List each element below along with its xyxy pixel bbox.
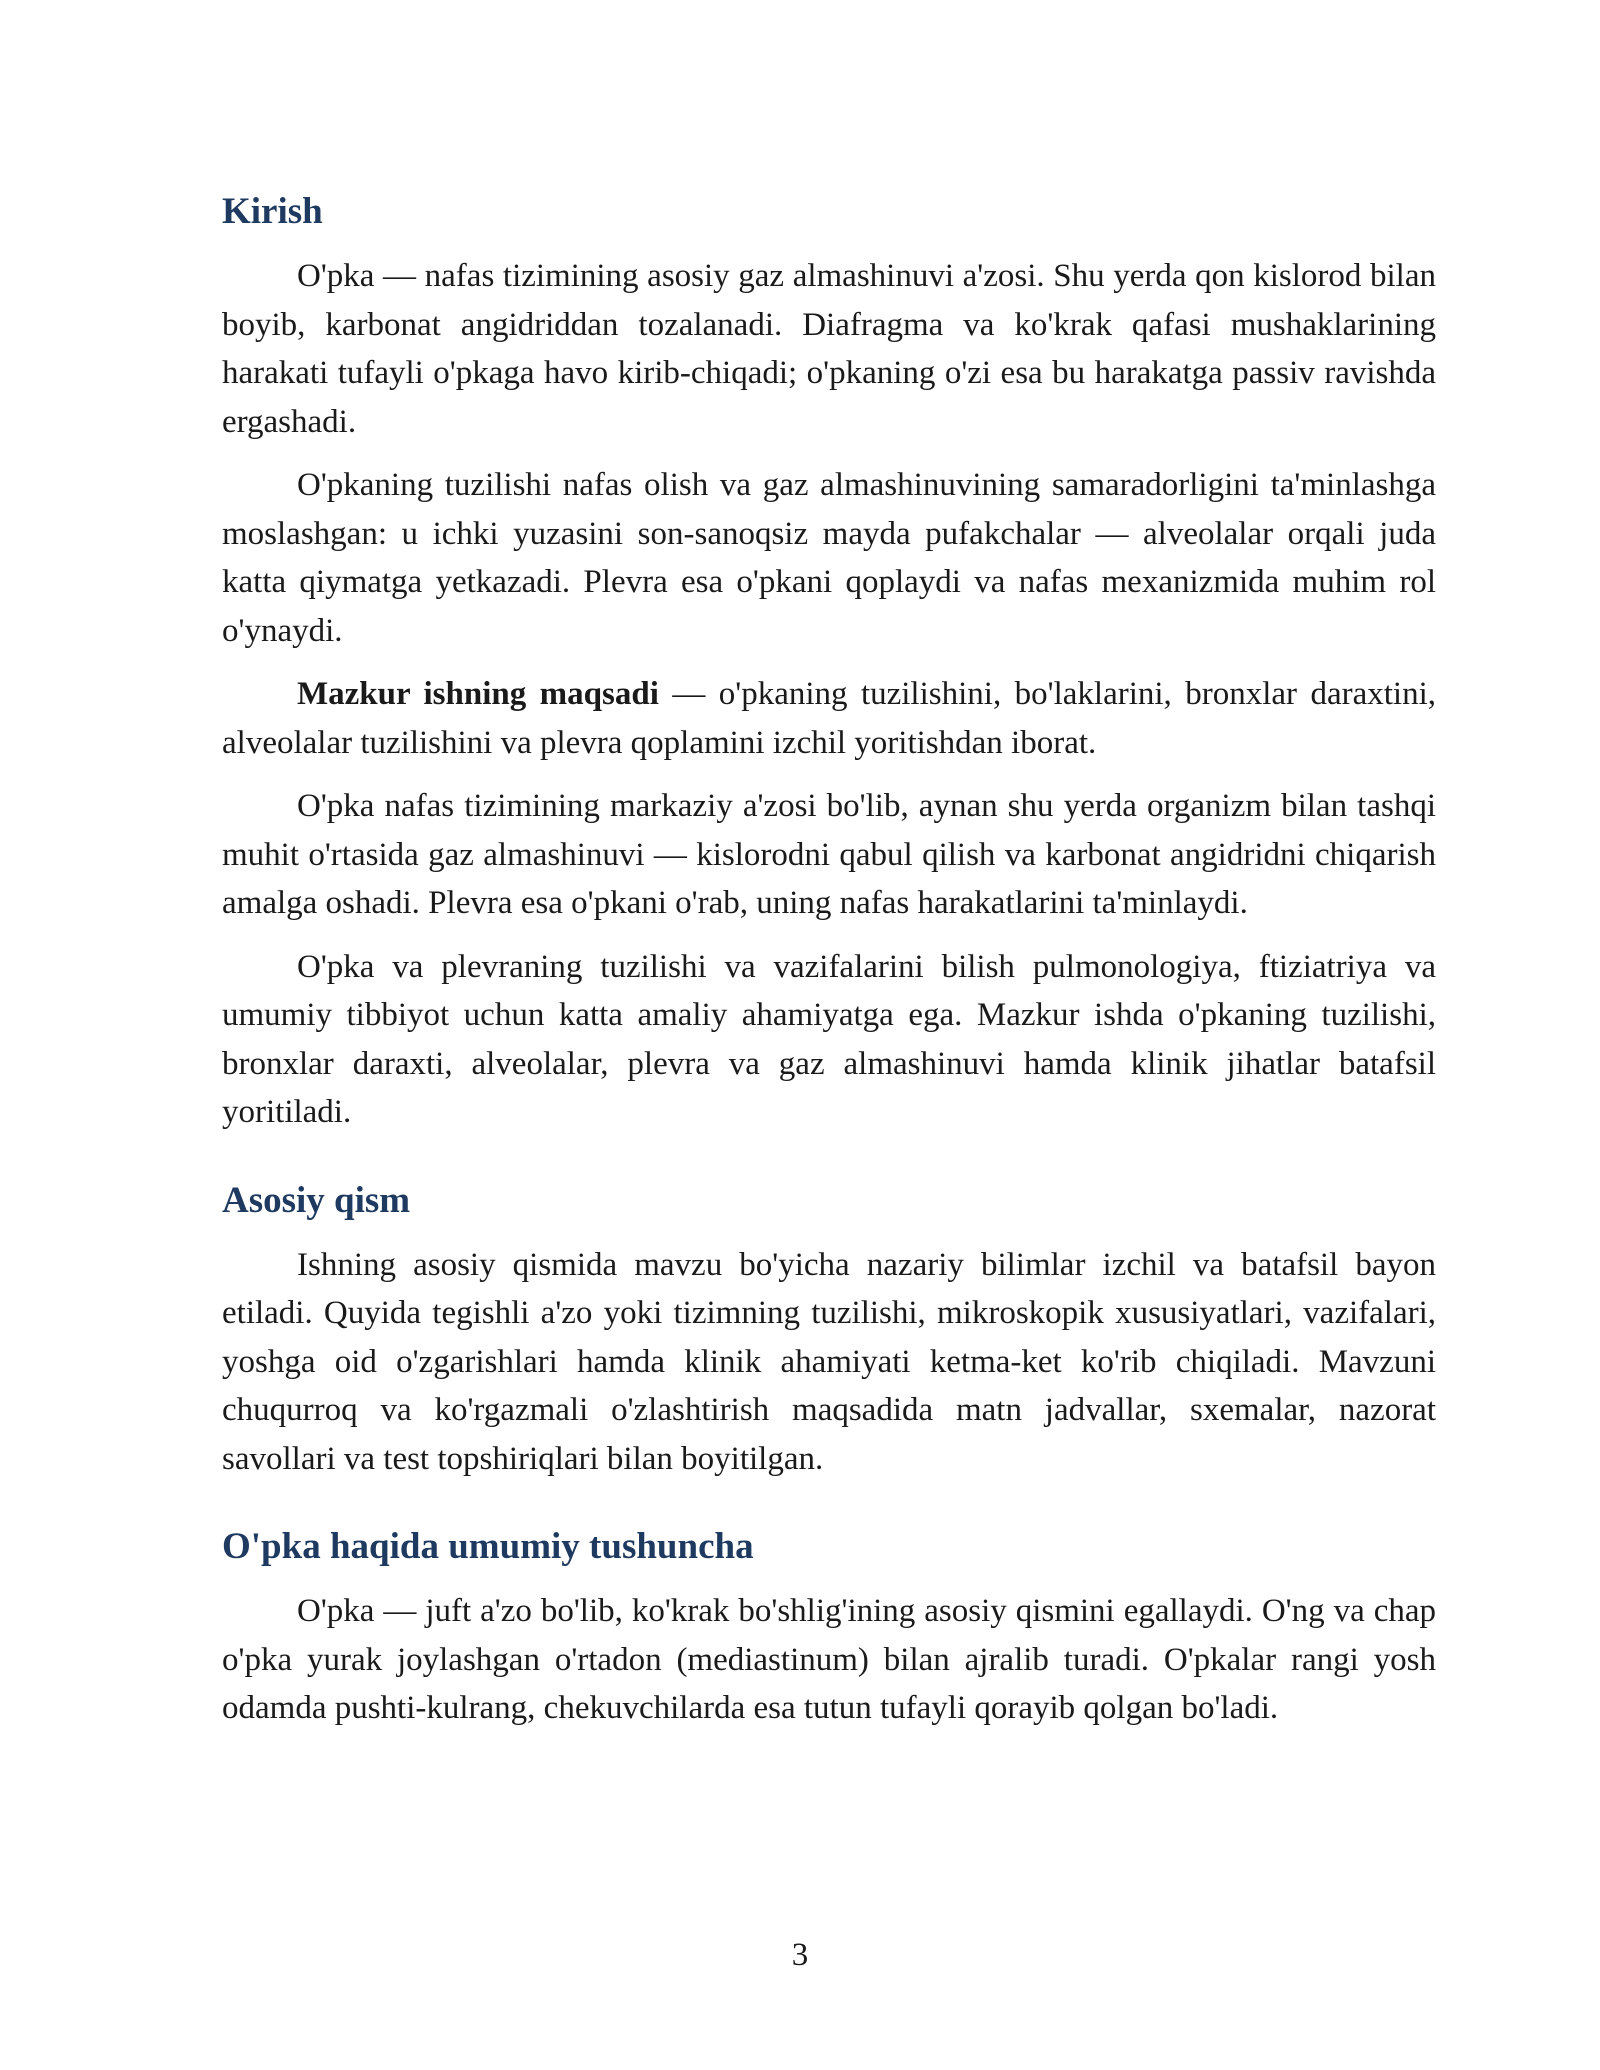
paragraph: O'pka — juft a'zo bo'lib, ko'krak bo'shlig'ining asosiy qismini egallaydi. O'ng va chap o'pka yurak joylashgan o'rtadon (mediastinum) bilan ajralib turadi. O'pkalar rangi yosh odamda pushti-kulrang, chekuvchilarda esa tutun tufayli qorayib qolgan bo'ladi.: [222, 1593, 1436, 1726]
section-heading-kirish: Kirish: [222, 191, 323, 232]
goal-text: — o'pkaning tuzilishini, bo'laklarini, bronxlar daraxtini, alveolalar tuzilishini va plevra qoplamini izchil yoritishdan iborat.: [222, 676, 1436, 761]
paragraph-goal: [222, 670, 1436, 767]
paragraph: O'pka nafas tizimining markaziy a'zosi bo'lib, aynan shu yerda organizm bilan tashqi muhit o'rtasida gaz almashinuvi — kislorodni qabul qilish va karbonat angidridni chiqarish amalga oshadi. Plevra esa o'pkani o'rab, uning nafas harakatlarini ta'minlaydi.: [222, 788, 1436, 921]
paragraph: O'pkaning tuzilishi nafas olish va gaz almashinuvining samaradorligini ta'minlashga moslashgan: u ichki yuzasini son-sanoqsiz mayda pufakchalar — alveolalar orqali juda katta qiymatga yetkazadi. Plevra esa o'pkani qoplaydi va nafas mexanizmida muhim rol o'ynaydi.: [222, 467, 1436, 649]
paragraph: Ishning asosiy qismida mavzu bo'yicha nazariy bilimlar izchil va batafsil bayon etiladi. Quyida tegishli a'zo yoki tizimning tuzilishi, mikroskopik xususiyatlari, vazifalari, yoshga oid o'zgarishlari hamda klinik ahamiyati ketma-ket ko'rib chiqiladi. Mavzuni chuqurroq va ko'rgazmali o'zlashtirish maqsadida matn jadvallar, sxemalar, nazorat savollari va test topshiriqlari bilan boyitilgan.: [222, 1246, 1436, 1477]
page-number: 3: [791, 1937, 809, 1973]
section-heading-asosiy-qism: Asosiy qism: [222, 1179, 411, 1221]
goal-label: Mazkur ishning maqsadi: [297, 676, 659, 712]
paragraph: O'pka — nafas tizimining asosiy gaz almashinuvi a'zosi. Shu yerda qon kislorod bilan boyib, karbonat angidriddan tozalanadi. Diafragma va ko'krak qafasi mushaklarining harakati tufayli o'pkaga havo kirib-chiqadi; o'pkaning o'zi esa bu harakatga passiv ravishda ergashadi.: [222, 258, 1436, 440]
paragraph: O'pka va plevraning tuzilishi va vazifalarini bilish pulmonologiya, ftiziatriya va umumiy tibbiyot uchun katta amaliy ahamiyatga ega. Mazkur ishda o'pkaning tuzilishi, bronxlar daraxti, alveolalar, plevra va gaz almashinuvi hamda klinik jihatlar batafsil yoritiladi.: [222, 948, 1436, 1130]
page-content: [222, 186, 1436, 1748]
section-heading-umumiy-tushuncha: O'pka haqida umumiy tushuncha: [222, 1526, 754, 1567]
